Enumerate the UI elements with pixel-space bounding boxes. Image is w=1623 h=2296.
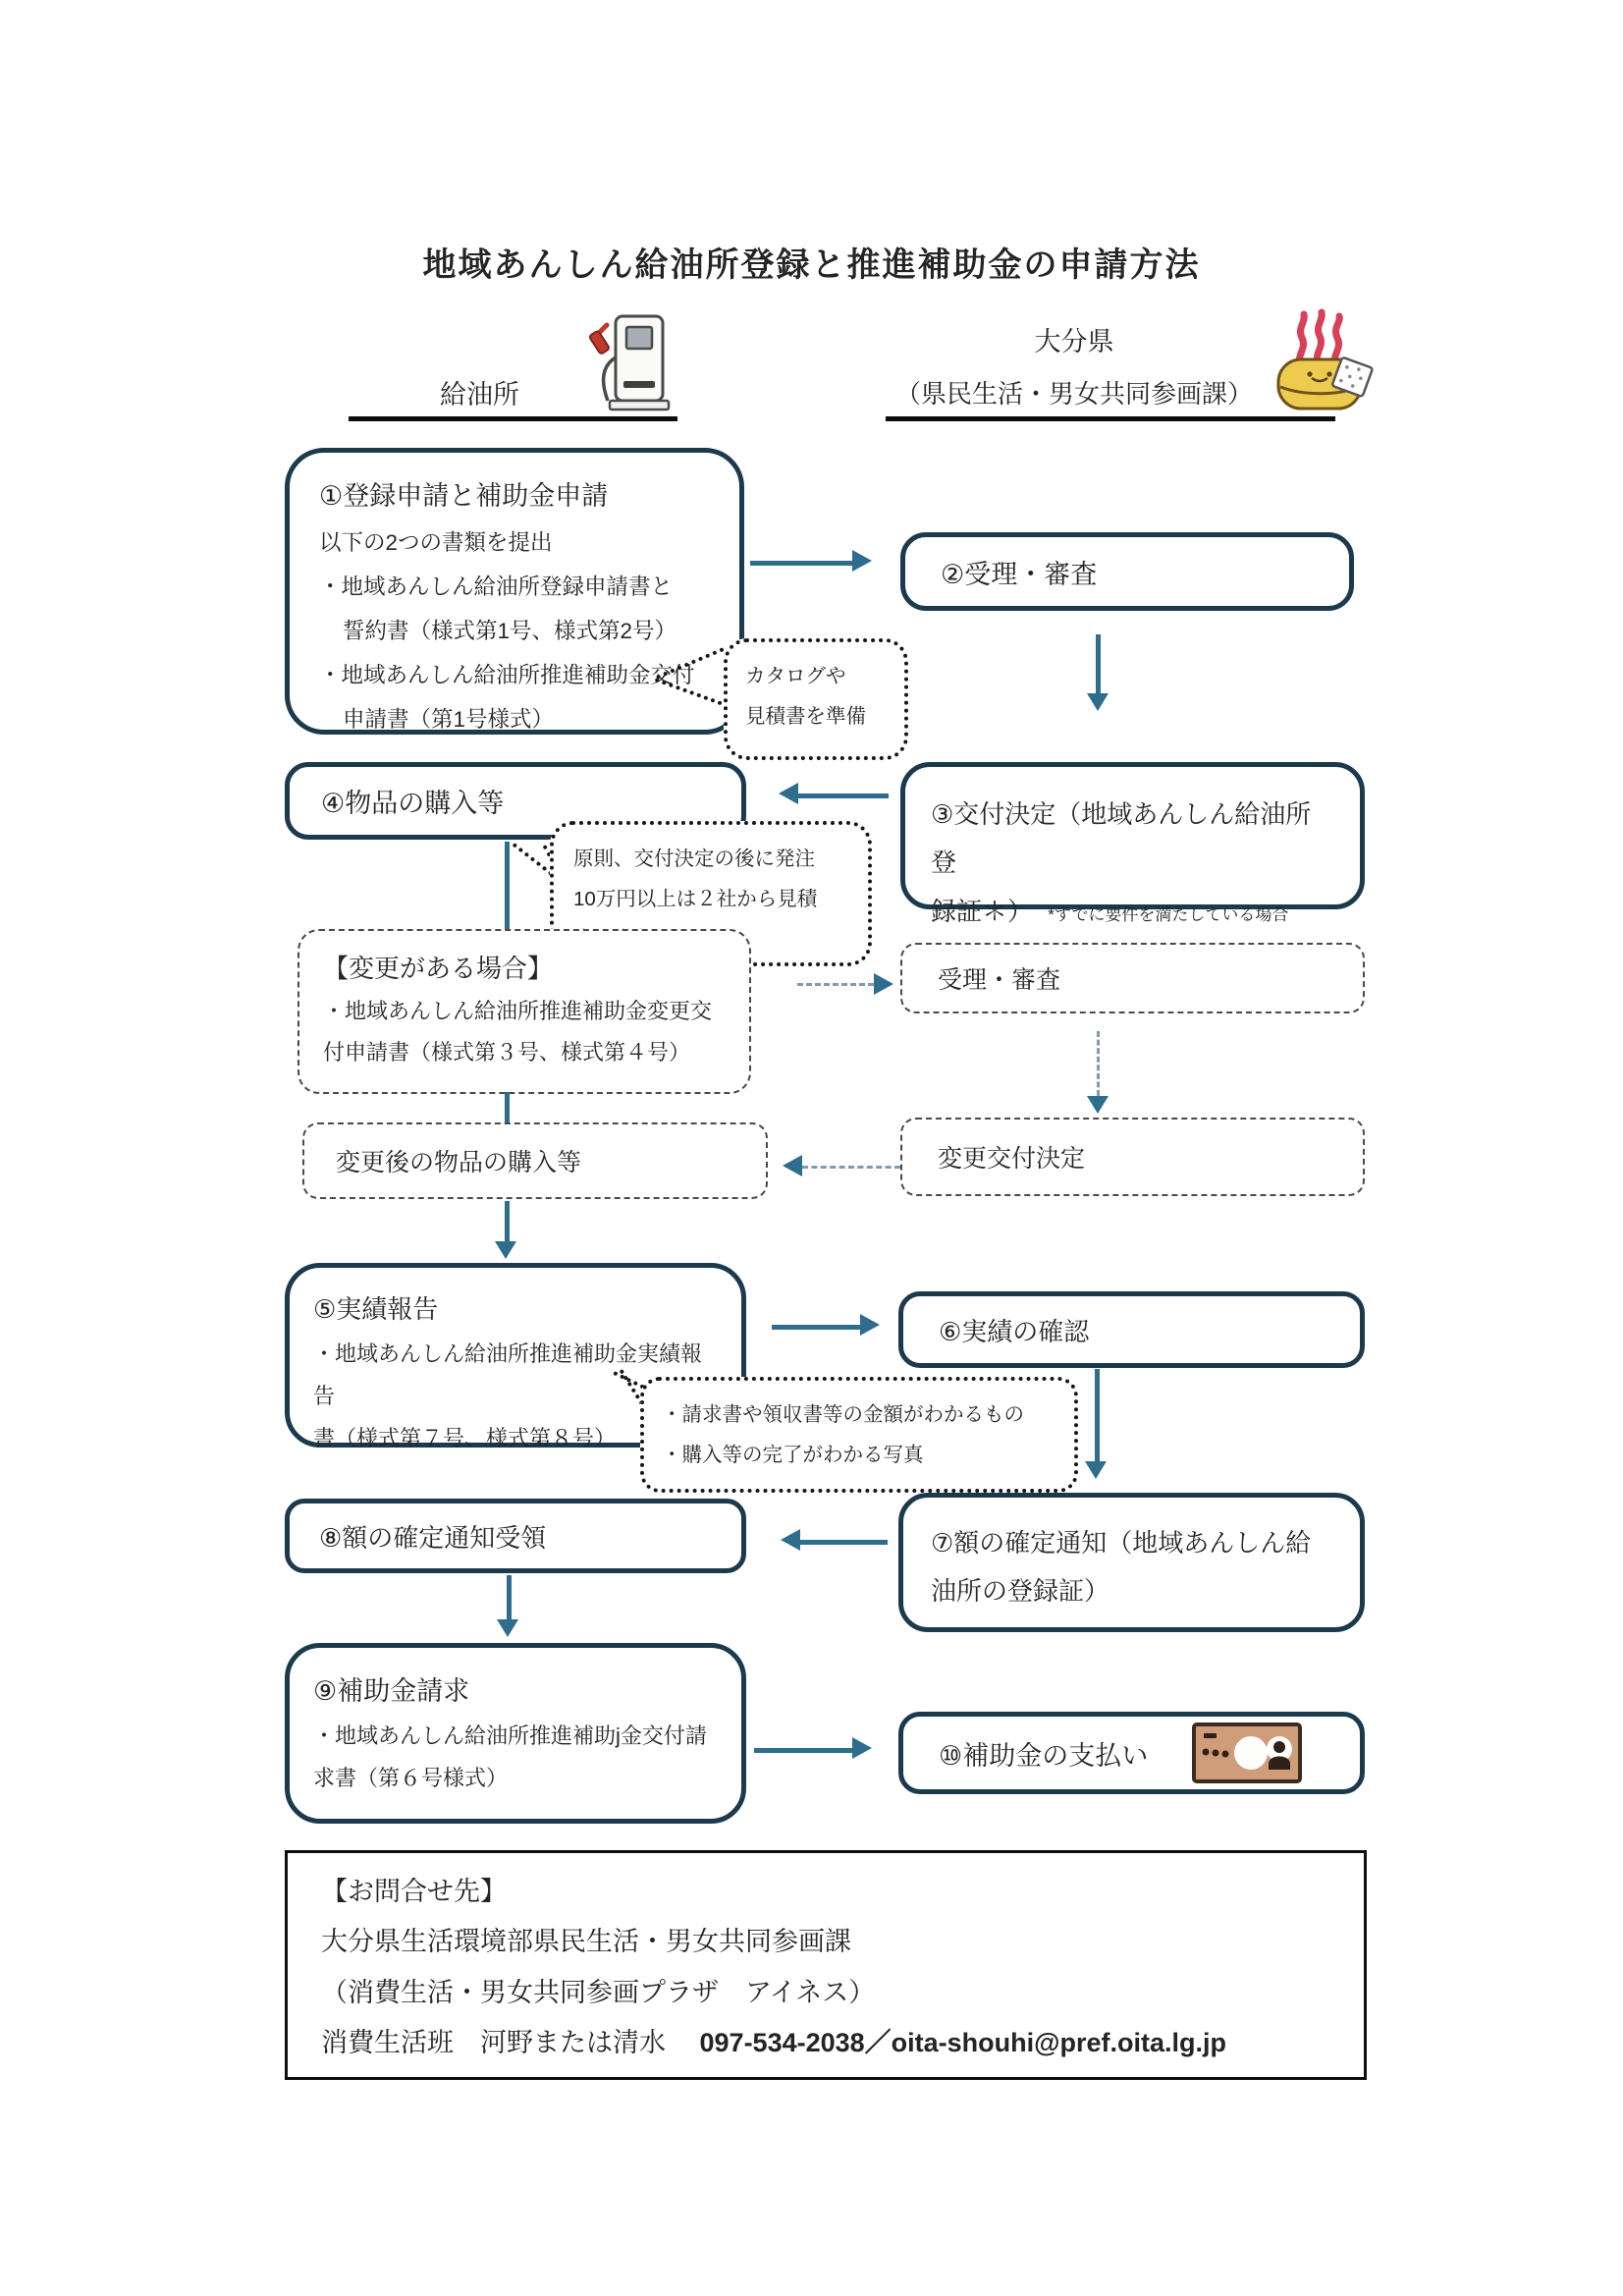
contact-box — [285, 1850, 1367, 2080]
connector-change-to-purchase — [505, 1092, 510, 1124]
step5-line: ・地域あんしん給油所推進補助金実績報告 — [313, 1341, 703, 1408]
step8-title: ⑧額の確定通知受領 — [319, 1522, 547, 1553]
step6-box — [898, 1291, 1365, 1368]
purchase-after-change-label: 変更後の物品の購入等 — [336, 1149, 582, 1176]
step6-title: ⑥実績の確認 — [939, 1316, 1090, 1346]
bubble-catalog-line: 見積書を準備 — [745, 705, 866, 728]
change-case-line: 付申請書（様式第３号、様式第４号） — [323, 1039, 691, 1065]
change-case-line: ・地域あんしん給油所推進補助金変更交 — [323, 999, 713, 1023]
step7-line: 油所の登録証） — [931, 1576, 1110, 1607]
contact-section: 消費生活班 河野または清水 — [321, 2027, 692, 2057]
bubble-principle-line: 10万円以上は２社から見積 — [573, 888, 818, 910]
prefecture-underline — [886, 416, 1335, 421]
prefecture-name: 大分県 — [1034, 327, 1114, 356]
contact-line: 大分県生活環境部県民生活・男女共同参画課 — [321, 1927, 851, 1957]
step2-title: ②受理・審査 — [941, 559, 1098, 589]
step3-line2-wrap — [931, 888, 1334, 936]
connector-step4-to-change — [505, 842, 510, 930]
step9-line: ・地域あんしん給油所推進補助j金交付請 — [313, 1723, 707, 1748]
bubble-evidence — [640, 1377, 1078, 1493]
step5-line: 書（様式第７号、様式第８号） — [313, 1425, 617, 1450]
bubble-evidence-line: ・購入等の完了がわかる写真 — [662, 1444, 924, 1466]
step1-line: 誓約書（様式第1号、様式第2号） — [343, 619, 677, 643]
step1-line: ・地域あんしん給油所登録申請書と — [319, 574, 674, 599]
change-case-title: 【変更がある場合】 — [323, 954, 554, 983]
accept-review-label: 受理・審査 — [938, 966, 1061, 994]
accept-review-box — [900, 943, 1365, 1013]
step3-line: ③交付決定（地域あんしん給油所登 — [931, 799, 1312, 878]
prefecture-dept: （県民生活・男女共同参画課） — [894, 379, 1253, 409]
step9-title: ⑨補助金請求 — [313, 1676, 470, 1706]
step3-line: 録証＊） — [931, 896, 1034, 926]
step4-title: ④物品の購入等 — [321, 789, 505, 818]
change-case-box — [298, 929, 751, 1094]
step9-box — [285, 1643, 746, 1824]
column-header-station: 給油所 — [440, 380, 519, 410]
contact-line — [321, 2018, 1330, 2068]
step1-line: 以下の2つの書類を提出 — [319, 530, 553, 555]
station-underline — [349, 416, 677, 421]
column-header-prefecture — [882, 320, 1267, 410]
bubble-evidence-line: ・請求書や領収書等の金額がわかるもの — [662, 1403, 1024, 1426]
banknote-icon — [1192, 1722, 1302, 1783]
page-title: 地域あんしん給油所登録と推進補助金の申請方法 — [422, 246, 1201, 284]
step3-box — [900, 762, 1365, 926]
bubble-principle-line: 原則、交付決定の後に発注 — [573, 847, 815, 870]
step7-box — [898, 1493, 1365, 1632]
step1-title: ①登録申請と補助金申請 — [319, 481, 609, 511]
bubble-catalog-line: カタログや — [745, 665, 846, 687]
bubble-catalog — [724, 638, 908, 760]
step3-note: *すでに要件を満たしている場合 — [1048, 904, 1289, 924]
change-decision-box — [900, 1118, 1365, 1196]
step5-title: ⑤実績報告 — [313, 1294, 439, 1324]
contact-phone-email: 097-534-2038／oita-shouhi@pref.oita.lg.jp — [699, 2027, 1226, 2057]
gas-pump-icon — [586, 310, 673, 414]
onsen-mascot-icon — [1265, 304, 1379, 422]
step9-line: 求書（第６号様式） — [313, 1765, 509, 1790]
step1-box — [285, 448, 744, 735]
step10-title: ⑩補助金の支払い — [939, 1740, 1149, 1771]
step1-line: 申請書（第1号様式） — [343, 707, 555, 732]
step10-box — [898, 1712, 1365, 1794]
step7-line: ⑦額の確定通知（地域あんしん給 — [931, 1528, 1312, 1558]
purchase-after-change-box — [302, 1122, 768, 1199]
contact-line: （消費生活・男女共同参画プラザ アイネス） — [321, 1977, 876, 2007]
change-decision-label: 変更交付決定 — [938, 1145, 1086, 1173]
step1-line: ・地域あんしん給油所推進補助金交付 — [319, 663, 695, 687]
step2-box — [900, 532, 1354, 611]
step8-box — [285, 1499, 746, 1573]
contact-heading: 【お問合せ先】 — [321, 1877, 507, 1906]
